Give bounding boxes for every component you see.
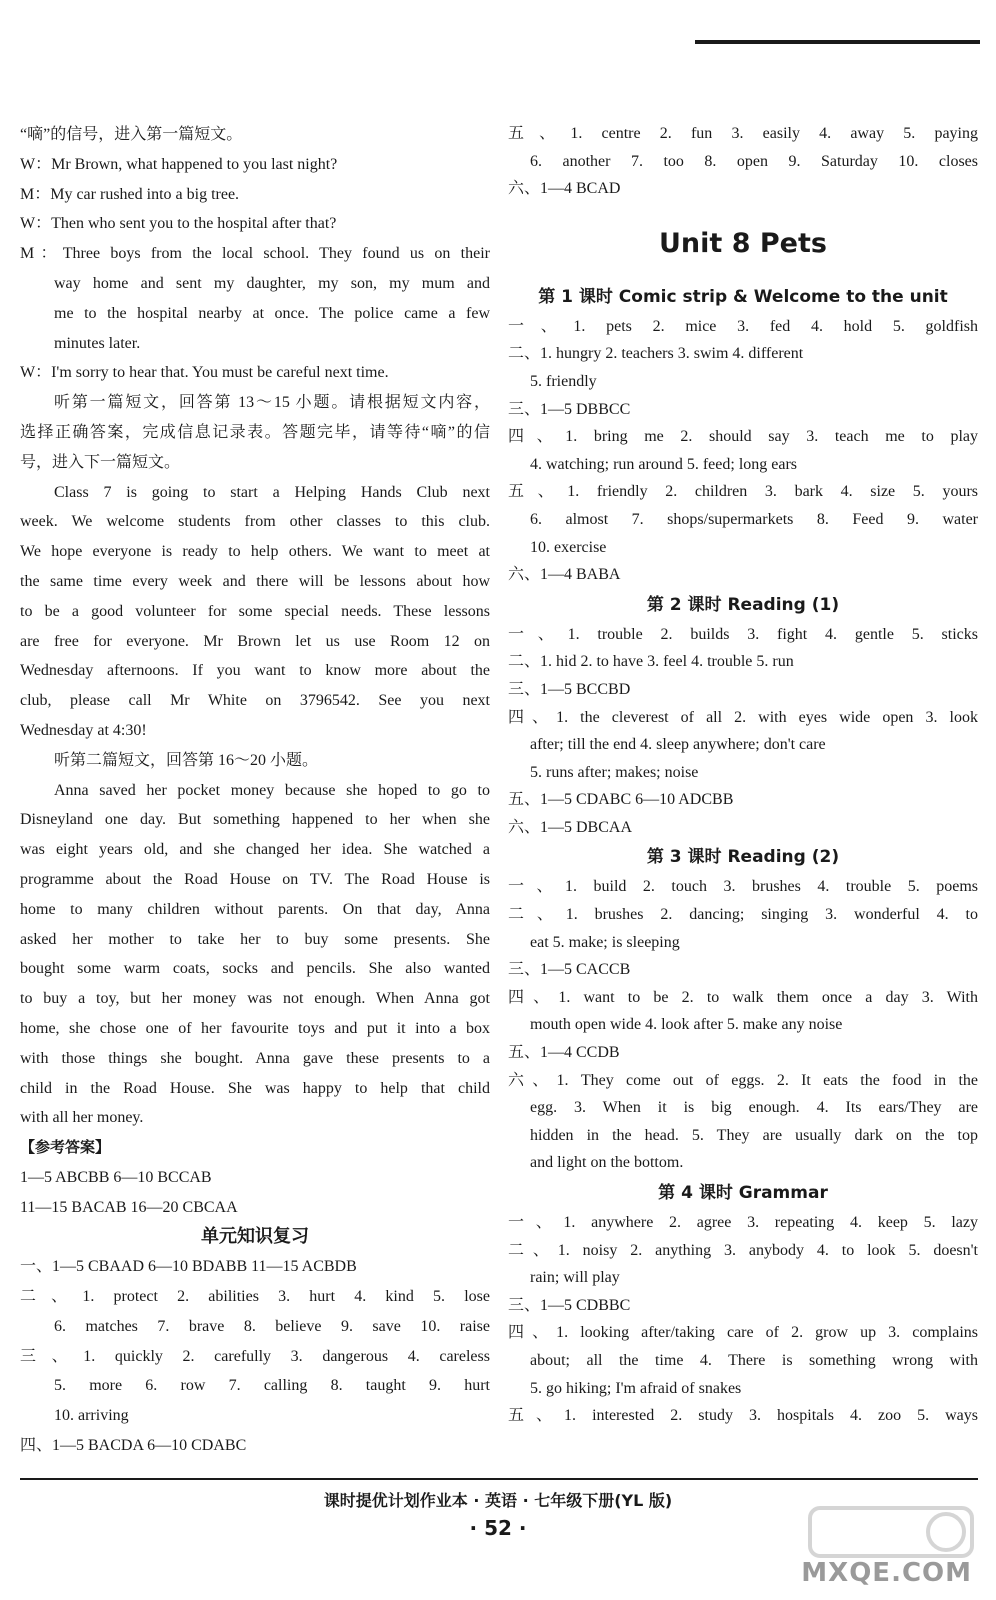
passage-line: Anna saved her pocket money because she hoped to go to bbox=[54, 781, 490, 799]
lesson-3 bbox=[508, 841, 978, 1177]
passage-line: Class 7 is going to start a Helping Hands Club next bbox=[54, 483, 490, 501]
lesson-heading: 第 4 课时 Grammar bbox=[658, 1183, 828, 1203]
answer-line: 5. runs after; makes; noise bbox=[530, 763, 699, 781]
answer-line: egg. 3. When it is big enough. 4. Its ears/They are bbox=[530, 1099, 978, 1117]
passage-line: child in the Road House. She was happy to help that child bbox=[20, 1079, 490, 1097]
dialogue-line: W：Mr Brown, what happened to you last night? bbox=[20, 155, 338, 173]
instruction-line: 听第一篇短文，回答第 13～15 小题。请根据短文内容， bbox=[54, 394, 490, 412]
answer-line: 四、1. want to be 2. to walk them once a day 3. With bbox=[508, 988, 978, 1006]
lesson-2 bbox=[508, 589, 978, 842]
passage-line: Wednesday at 4:30! bbox=[20, 721, 147, 739]
passage-line: with those things she bought. Anna gave these presents to a bbox=[20, 1049, 490, 1067]
instruction-line: 选择正确答案，完成信息记录表。答题完毕，请等待“嘀”的信 bbox=[20, 423, 490, 441]
passage-line: are free for everyone. Mr Brown let us use Room 12 on bbox=[20, 632, 490, 650]
answer-line: 5. more 6. row 7. calling 8. taught 9. hurt bbox=[54, 1377, 490, 1395]
right-column bbox=[508, 120, 978, 1430]
lesson-heading: 第 1 课时 Comic strip & Welcome to the unit bbox=[538, 286, 948, 307]
dialogue-line: M：Three boys from the local school. They found us on their bbox=[20, 245, 490, 263]
answer-line: 三、1—5 CDBBC bbox=[508, 1296, 631, 1314]
dialogue-line: W：I'm sorry to hear that. You must be careful next time. bbox=[20, 364, 389, 382]
answer-line: hidden in the head. 5. They are usually dark on the top bbox=[530, 1126, 978, 1144]
dialogue-line: “嘀”的信号，进入第一篇短文。 bbox=[20, 126, 243, 143]
passage-line: home, she chose one of her favourite toys and put it into a box bbox=[20, 1019, 490, 1037]
dialogue-line: me to the hospital nearby at once. The police came a few bbox=[54, 304, 490, 322]
answer-line: 四、1—5 BACDA 6—10 CDABC bbox=[20, 1437, 247, 1455]
review-heading: 单元知识复习 bbox=[201, 1226, 309, 1248]
instruction-1 bbox=[20, 388, 490, 477]
top-rule bbox=[695, 40, 980, 44]
left-column bbox=[20, 120, 490, 1461]
passage-2 bbox=[20, 776, 490, 1134]
answer-line: 一、1. pets 2. mice 3. fed 4. hold 5. goldfish bbox=[508, 317, 978, 335]
answer-line: about; all the time 4. There is something wrong with bbox=[530, 1351, 978, 1369]
answer-line: 1—5 ABCBB 6—10 BCCAB bbox=[20, 1168, 212, 1186]
instruction-2: 听第二篇短文，回答第 16～20 小题。 bbox=[54, 751, 319, 769]
dialogue bbox=[20, 120, 490, 388]
answer-line: 二、1. protect 2. abilities 3. hurt 4. kind 5. lose bbox=[20, 1288, 490, 1306]
passage-line: Disneyland one day. But something happened to her when she bbox=[20, 811, 490, 829]
passage-line: with all her money. bbox=[20, 1109, 144, 1127]
review-answers bbox=[20, 1252, 490, 1461]
unit-title: Unit 8 Pets bbox=[659, 227, 827, 259]
answer-line: 五、1. interested 2. study 3. hospitals 4. zoo 5. ways bbox=[508, 1407, 978, 1425]
passage-line: Wednesday afternoons. If you want to know more about the bbox=[20, 662, 490, 680]
answer-line: 三、1—5 CACCB bbox=[508, 961, 631, 979]
answer-line: 三、1—5 DBBCC bbox=[508, 400, 631, 418]
passage-line: club, please call Mr White on 3796542. See you next bbox=[20, 692, 490, 710]
lesson-heading: 第 2 课时 Reading (1) bbox=[646, 594, 840, 615]
answer-line: 五、1. friendly 2. children 3. bark 4. size 5. yours bbox=[508, 483, 978, 501]
answer-line: 五、1—4 CCDB bbox=[508, 1044, 620, 1062]
answer-line: 三、1. quickly 2. carefully 3. dangerous 4. careless bbox=[20, 1347, 490, 1365]
answer-line: 三、1—5 BCCBD bbox=[508, 680, 631, 698]
answer-line: 一、1. anywhere 2. agree 3. repeating 4. keep 5. lazy bbox=[508, 1214, 978, 1231]
answer-line: 11—15 BACAB 16—20 CBCAA bbox=[20, 1198, 238, 1216]
answer-line: 一、1. build 2. touch 3. brushes 4. trouble 5. poems bbox=[508, 878, 978, 896]
answer-line: 二、1. noisy 2. anything 3. anybody 4. to look 5. doesn't bbox=[508, 1241, 978, 1259]
passage-1 bbox=[20, 478, 490, 746]
lesson-4 bbox=[508, 1177, 978, 1430]
instruction-line: 号，进入下一篇短文。 bbox=[20, 453, 181, 471]
answer-line: 六、1—4 BCAD bbox=[508, 180, 621, 198]
lesson-heading: 第 3 课时 Reading (2) bbox=[646, 847, 840, 868]
dialogue-line: minutes later. bbox=[54, 334, 141, 352]
answer-line: 六、1—5 DBCAA bbox=[508, 818, 633, 836]
answer-line: 二、1. hid 2. to have 3. feel 4. trouble 5. run bbox=[508, 653, 794, 671]
answer-line: 10. arriving bbox=[54, 1407, 129, 1425]
answer-line: 10. exercise bbox=[530, 538, 607, 556]
answer-line: 一、1. trouble 2. builds 3. fight 4. gentle 5. sticks bbox=[508, 625, 978, 643]
answer-line: 四、1. the cleverest of all 2. with eyes wide open 3. look bbox=[508, 708, 978, 726]
passage-line: programme about the Road House on TV. The Road House is bbox=[20, 870, 490, 888]
answer-line: 六、1—4 BABA bbox=[508, 566, 621, 584]
ref-answer-heading: 【参考答案】 bbox=[20, 1138, 111, 1157]
answer-line: 5. go hiking; I'm afraid of snakes bbox=[530, 1379, 742, 1397]
passage-line: week. We welcome students from other classes to this club. bbox=[20, 513, 490, 531]
passage-line: We hope everyone is ready to help others. We want to meet at bbox=[20, 543, 490, 561]
answer-line: 四、1. looking after/taking care of 2. grow up 3. complains bbox=[508, 1324, 978, 1342]
lesson-1 bbox=[508, 281, 978, 589]
answer-line: 二、1. hungry 2. teachers 3. swim 4. different bbox=[508, 345, 804, 363]
answer-line: 六、1. They come out of eggs. 2. It eats the food in the bbox=[508, 1071, 978, 1089]
book-title: 课时提优计划作业本 · 英语 · 七年级下册(YL 版) bbox=[323, 1491, 673, 1510]
answer-line: and light on the bottom. bbox=[530, 1154, 684, 1172]
answer-line: 五、1. centre 2. fun 3. easily 4. away 5. paying bbox=[508, 125, 978, 142]
answer-line: 6. another 7. too 8. open 9. Saturday 10. closes bbox=[530, 152, 978, 170]
answer-line: 一、1—5 CBAAD 6—10 BDABB 11—15 ACBDB bbox=[20, 1258, 357, 1276]
passage-line: was eight years old, and she changed her idea. She watched a bbox=[20, 841, 490, 859]
page-number: · 52 · bbox=[469, 1516, 527, 1540]
answer-line: 4. watching; run around 5. feed; long ears bbox=[530, 455, 798, 473]
footer-rule bbox=[20, 1478, 978, 1480]
answer-line: 二、1. brushes 2. dancing; singing 3. wonderful 4. to bbox=[508, 906, 978, 924]
passage-line: to be a good volunteer for some special needs. These lessons bbox=[20, 602, 490, 620]
answer-line: rain; will play bbox=[530, 1269, 620, 1287]
passage-line: bought some warm coats, socks and pencils. She also wanted bbox=[20, 960, 490, 978]
answer-line: eat 5. make; is sleeping bbox=[530, 933, 680, 951]
answer-line: 5. friendly bbox=[530, 372, 597, 390]
answer-line: 五、1—5 CDABC 6—10 ADCBB bbox=[508, 791, 734, 809]
answer-line: 四、1. bring me 2. should say 3. teach me to play bbox=[508, 428, 978, 446]
answer-line: mouth open wide 4. look after 5. make any noise bbox=[530, 1016, 843, 1034]
watermark-text: MXQE.COM bbox=[801, 1558, 972, 1588]
answer-line: after; till the end 4. sleep anywhere; don't care bbox=[530, 736, 826, 754]
dialogue-line: M：My car rushed into a big tree. bbox=[20, 185, 240, 203]
passage-line: home to many children without parents. On that day, Anna bbox=[20, 900, 490, 918]
dialogue-line: way home and sent my daughter, my son, my mum and bbox=[54, 274, 490, 292]
dialogue-line: W：Then who sent you to the hospital after that? bbox=[20, 215, 337, 233]
passage-line: asked her mother to take her to buy some presents. She bbox=[20, 930, 490, 948]
answer-line: 6. matches 7. brave 8. believe 9. save 10. raise bbox=[54, 1317, 490, 1335]
answer-line: 6. almost 7. shops/supermarkets 8. Feed 9. water bbox=[530, 510, 978, 528]
passage-line: the same time every week and there will be lessons about how bbox=[20, 572, 490, 590]
passage-line: to buy a toy, but her money was not enough. When Anna got bbox=[20, 990, 490, 1008]
